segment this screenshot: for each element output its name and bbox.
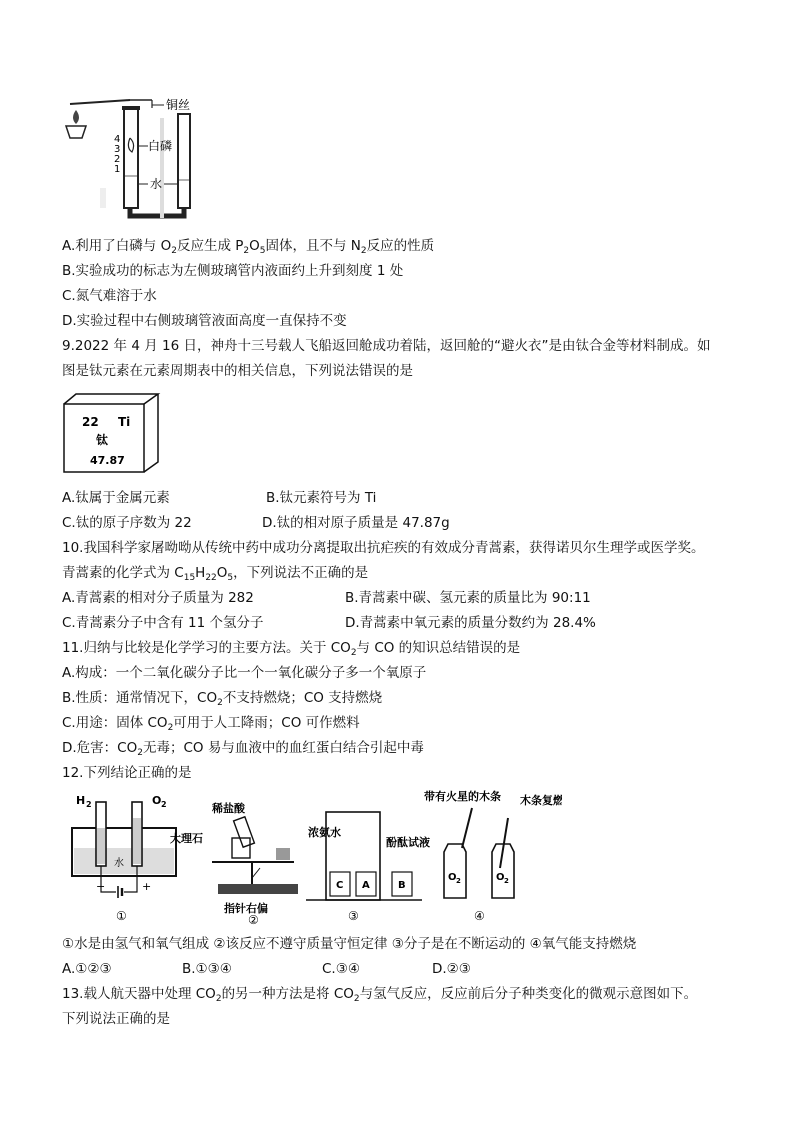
q11-option-d: D.危害：$CO_2$无毒；CO 易与血液中的血红蛋白结合引起中毒: [62, 740, 424, 758]
q11-option-a: A.构成：一个二氧化碳分子比一个一氧化碳分子多一个氧原子: [62, 665, 427, 681]
scale-mark-1: 1: [114, 164, 121, 175]
ammonia-label: 浓氨水: [308, 826, 341, 839]
svg-text:2: 2: [86, 800, 92, 809]
q10-stem-line2: 青蒿素的化学式为 $C_{15}H_{22}O_5$，下列说法不正确的是: [62, 565, 369, 583]
q8-option-b: B.实验成功的标志为左侧玻璃管内液面约上升到刻度 1 处: [62, 263, 404, 279]
o2-bottle-1: O: [448, 872, 457, 883]
alcohol-lamp-icon: [66, 100, 130, 138]
scale-mark-4: 4: [114, 134, 121, 145]
svg-text:2: 2: [456, 877, 461, 885]
figure-3-number: ③: [348, 909, 359, 923]
relight-label: 木条复燃: [520, 794, 562, 807]
oxygen-test-figure: [424, 789, 562, 923]
q10-stem-line1: 10.我国科学家屠呦呦从传统中药中成功分离提取出抗疟疾的有效成分青蒿素，获得诺贝尔生理学或医学奖。: [62, 540, 705, 556]
plus-pole: +: [142, 880, 152, 893]
q10-option-a: A.青蒿素的相对分子质量为 282: [62, 590, 254, 606]
beaker-a-label: A: [362, 880, 370, 891]
svg-text:2: 2: [504, 877, 509, 885]
q9-stem-line1: 9.2022 年 4 月 16 日，神舟十三号载人飞船返回舱成功着陆，返回舱的“避火衣”是由钛合金等材料制成。如: [62, 338, 711, 354]
element-card: [62, 392, 162, 474]
scale-mark-3: 3: [114, 144, 121, 155]
q8-option-c: C.氮气难溶于水: [62, 288, 157, 304]
beaker-c-label: C: [336, 880, 344, 891]
q9-option-c: C.钛的原子序数为 22: [62, 515, 192, 531]
q9-option-d: D.钛的相对原子质量是 47.87g: [262, 515, 450, 531]
q9-option-b: B.钛元素符号为 Ti: [266, 490, 377, 506]
acid-label: 稀盐酸: [212, 802, 245, 815]
element-mass: 47.87: [90, 454, 125, 467]
svg-text:2: 2: [161, 800, 167, 809]
figure-1-number: ①: [116, 909, 127, 923]
ammonia-diffusion-figure: [306, 812, 430, 923]
copper-wire-label: 铜丝: [166, 98, 191, 112]
q12-option-d: D.②③: [432, 961, 471, 977]
q12-conclusions: ①水是由氢气和氧气组成 ②该反应不遵守质量守恒定律 ③分子是在不断运动的 ④氧气能支持燃烧: [62, 936, 637, 952]
marble-label: 大理石: [170, 832, 203, 845]
q12-option-b: B.①③④: [182, 961, 232, 977]
q10-option-d: D.青蒿素中氧元素的质量分数约为 28.4%: [345, 615, 596, 631]
figure-4-number: ④: [474, 909, 485, 923]
scale-mark-2: 2: [114, 154, 121, 165]
o2-bottle-2: O: [496, 872, 505, 883]
balance-figure: [170, 801, 298, 927]
q8-option-d: D.实验过程中右侧玻璃管液面高度一直保持不变: [62, 313, 347, 329]
water-label-fig1: 水: [114, 858, 124, 869]
beaker-b-label: B: [398, 880, 406, 891]
phenol-label: 酚酞试液: [386, 836, 430, 849]
q11-option-b: B.性质：通常情况下，$CO_2$不支持燃烧；CO 支持燃烧: [62, 690, 383, 708]
q12-option-c: C.③④: [322, 961, 360, 977]
q8-apparatus-figure: [60, 88, 210, 228]
q13-stem-line2: 下列说法正确的是: [62, 1011, 170, 1027]
element-number: 22: [82, 415, 99, 429]
q12-figures: [62, 788, 562, 928]
q13-stem-line1: 13.载人航天器中处理 $CO_2$的另一种方法是将 $CO_2$与氢气反应，反应前后分子种类变化的微观示意图如下。: [62, 986, 698, 1004]
q12-stem: 12.下列结论正确的是: [62, 765, 192, 781]
pointer-label: 指针右偏: [224, 902, 268, 915]
h2-label: H: [76, 794, 86, 807]
water-label: 水: [150, 177, 163, 191]
ember-label: 带有火星的木条: [424, 790, 501, 803]
q10-option-b: B.青蒿素中碳、氢元素的质量比为 90:11: [345, 590, 591, 606]
minus-pole: −: [96, 880, 106, 893]
q10-option-c: C.青蒿素分子中含有 11 个氢分子: [62, 615, 264, 631]
o2-label: O: [152, 794, 162, 807]
q11-option-c: C.用途：固体 $CO_2$可用于人工降雨；CO 可作燃料: [62, 715, 360, 733]
q9-stem-line2: 图是钛元素在元素周期表中的相关信息，下列说法错误的是: [62, 363, 413, 379]
element-symbol: Ti: [118, 415, 131, 429]
phosphorus-label: 白磷: [148, 139, 173, 153]
figure-2-number: ②: [248, 913, 259, 927]
q8-option-a: A.利用了白磷与 $O_2$反应生成 $P_2O_5$固体，且不与 $N_2$反应的性质: [62, 238, 435, 256]
q12-option-a: A.①②③: [62, 961, 112, 977]
q11-stem: 11.归纳与比较是化学学习的主要方法。关于 $CO_2$与 CO 的知识总结错误的是: [62, 640, 521, 658]
element-name: 钛: [96, 433, 109, 447]
q9-option-a: A.钛属于金属元素: [62, 490, 170, 506]
electrolysis-figure: [72, 794, 176, 923]
